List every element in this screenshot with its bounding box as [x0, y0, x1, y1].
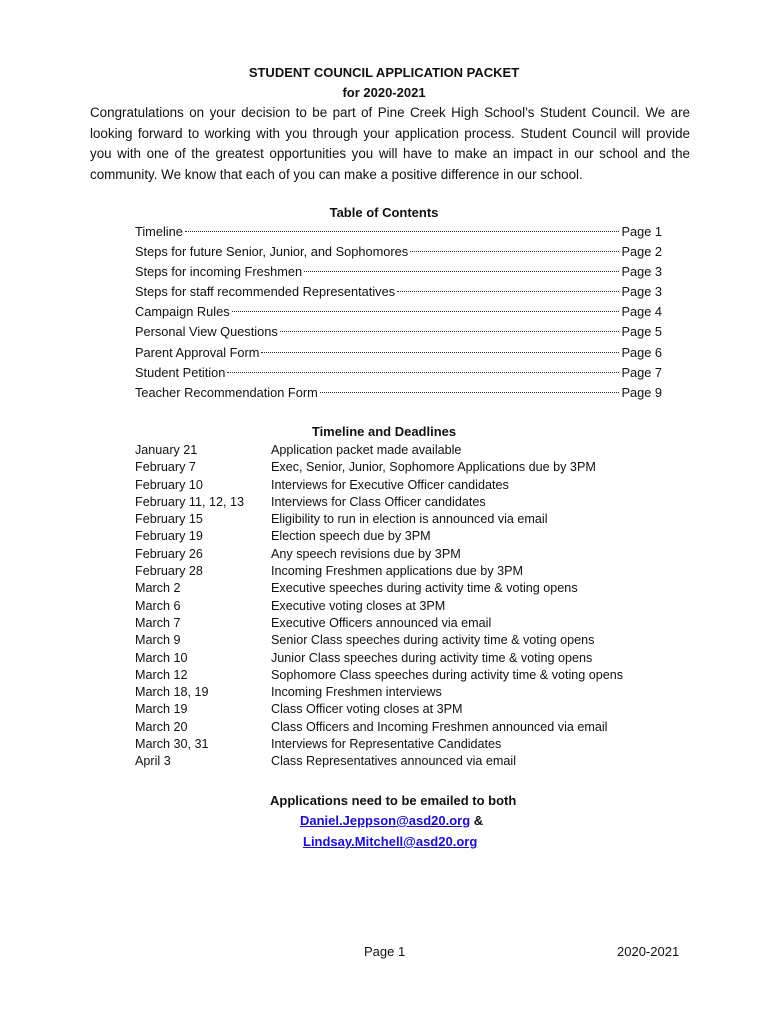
- timeline-event: Election speech due by 3PM: [271, 529, 431, 544]
- timeline-event: Class Officers and Incoming Freshmen announced via email: [271, 719, 608, 734]
- timeline-date: March 10: [135, 650, 188, 665]
- timeline-event: Incoming Freshmen interviews: [271, 685, 442, 700]
- timeline-event: Class Representatives announced via email: [271, 754, 517, 769]
- timeline-event: Executive voting closes at 3PM: [271, 598, 446, 613]
- toc-entry: [135, 242, 662, 262]
- email-line-first: [300, 812, 483, 830]
- toc-heading: Table of Contents: [329, 205, 439, 220]
- timeline-date: February 11, 12, 13: [135, 494, 244, 509]
- timeline-event: Interviews for Class Officer candidates: [271, 494, 486, 509]
- timeline-event: Interviews for Executive Officer candidates: [271, 477, 509, 492]
- toc-leader-dots: [185, 231, 620, 232]
- timeline-event: Application packet made available: [271, 443, 462, 457]
- toc-entry-page: Page 4: [621, 304, 662, 320]
- toc-entry-label: Campaign Rules: [135, 304, 230, 320]
- toc-entry-page: Page 5: [621, 324, 662, 340]
- toc-leader-dots: [410, 251, 619, 252]
- timeline-row: [135, 684, 655, 701]
- timeline-row: [135, 615, 655, 632]
- timeline-heading: Timeline and Deadlines: [311, 424, 457, 439]
- timeline-row: [135, 477, 655, 494]
- toc-leader-dots: [227, 372, 619, 373]
- timeline-row: [135, 701, 655, 718]
- timeline-date: March 2: [135, 581, 181, 596]
- timeline-date: January 21: [135, 443, 198, 457]
- toc-entry-label: Parent Approval Form: [135, 344, 260, 360]
- intro-paragraph: Congratulations on your decision to be part of Pine Creek High School’s Student Council. We are looking forward to working with you through your application process. Student Council will provide you with one of the greatest opportunities you will have to make an impact in our school and the community. We know that each of you can make a positive difference in our school.: [90, 105, 690, 182]
- toc-entry: [135, 383, 662, 403]
- packet-title: STUDENT COUNCIL APPLICATION PACKET: [248, 65, 520, 80]
- ampersand-text: &: [470, 813, 484, 828]
- footer-page-number: Page 1: [364, 944, 406, 959]
- timeline-row: [135, 598, 655, 615]
- timeline-row: [135, 459, 655, 476]
- timeline-date: March 30, 31: [135, 737, 209, 752]
- toc-leader-dots: [304, 271, 619, 272]
- timeline-date: February 7: [135, 460, 196, 475]
- toc-leader-dots: [397, 291, 619, 292]
- timeline-row: [135, 719, 655, 736]
- timeline-event: Any speech revisions due by 3PM: [271, 546, 461, 561]
- timeline-date: March 7: [135, 615, 181, 630]
- toc-entry: [135, 262, 662, 282]
- toc-entry-page: Page 7: [621, 364, 662, 380]
- toc-entry-page: Page 3: [621, 284, 662, 300]
- timeline-row: [135, 511, 655, 528]
- toc-entry: [135, 302, 662, 322]
- toc-leader-dots: [261, 352, 619, 353]
- timeline-row: [135, 667, 655, 684]
- timeline-event: Sophomore Class speeches during activity time & voting opens: [271, 667, 624, 682]
- toc-entry-page: Page 2: [621, 244, 662, 260]
- timeline-event: Incoming Freshmen applications due by 3PM: [271, 564, 524, 579]
- toc-entry-page: Page 3: [621, 264, 662, 280]
- timeline-row: [135, 632, 655, 649]
- timeline-row: [135, 650, 655, 667]
- toc-entry-label: Steps for incoming Freshmen: [135, 264, 303, 280]
- email-link-jeppson[interactable]: Daniel.Jeppson@asd20.org: [300, 813, 471, 828]
- toc-entry-label: Personal View Questions: [135, 324, 278, 340]
- timeline-row: [135, 563, 655, 580]
- timeline-date: February 26: [135, 546, 203, 561]
- timeline-row: [135, 736, 655, 753]
- toc-entry-page: Page 6: [621, 344, 662, 360]
- timeline-row: [135, 546, 655, 563]
- table-of-contents: [135, 222, 662, 403]
- timeline-event: Exec, Senior, Junior, Sophomore Applications due by 3PM: [271, 460, 596, 475]
- timeline-date: March 12: [135, 667, 188, 682]
- toc-entry-page: Page 9: [621, 384, 662, 400]
- applications-note: Applications need to be emailed to both: [270, 793, 517, 808]
- toc-entry-label: Student Petition: [135, 364, 226, 380]
- timeline-date: March 18, 19: [135, 685, 209, 700]
- timeline-event: Interviews for Representative Candidates: [271, 737, 502, 752]
- email-line-second: [303, 833, 477, 851]
- toc-leader-dots: [320, 392, 620, 393]
- timeline-row: [135, 442, 655, 459]
- timeline-event: Executive Officers announced via email: [271, 615, 492, 630]
- toc-entry-page: Page 1: [621, 224, 662, 239]
- timeline-date: March 9: [135, 633, 181, 648]
- email-link-mitchell[interactable]: Lindsay.Mitchell@asd20.org: [303, 834, 478, 849]
- timeline-event: Eligibility to run in election is announced via email: [271, 512, 548, 527]
- toc-entry-label: Timeline: [135, 224, 183, 239]
- toc-leader-dots: [280, 331, 620, 332]
- timeline-event: Executive speeches during activity time & voting opens: [271, 581, 578, 596]
- timeline-event: Senior Class speeches during activity time & voting opens: [271, 633, 595, 648]
- toc-entry-label: Teacher Recommendation Form: [135, 384, 318, 400]
- timeline-date: March 6: [135, 598, 181, 613]
- toc-entry: [135, 363, 662, 383]
- timeline-event: Class Officer voting closes at 3PM: [271, 702, 463, 717]
- timeline-date: April 3: [135, 754, 171, 769]
- toc-entry-label: Steps for staff recommended Representatives: [135, 284, 396, 300]
- timeline-event: Junior Class speeches during activity time & voting opens: [271, 650, 593, 665]
- toc-entry: [135, 282, 662, 302]
- toc-entry-label: Steps for future Senior, Junior, and Sophomores: [135, 244, 409, 260]
- timeline-date: February 19: [135, 529, 203, 544]
- toc-leader-dots: [232, 311, 620, 312]
- toc-entry: [135, 222, 662, 242]
- packet-year-subtitle: for 2020-2021: [342, 85, 426, 100]
- timeline-date: March 19: [135, 702, 188, 717]
- footer-year: 2020-2021: [617, 944, 680, 959]
- timeline-row: [135, 753, 655, 770]
- timeline-row: [135, 580, 655, 597]
- timeline-date: February 15: [135, 512, 203, 527]
- timeline-row: [135, 528, 655, 545]
- toc-entry: [135, 322, 662, 342]
- timeline-date: March 20: [135, 719, 188, 734]
- timeline-date: February 10: [135, 477, 203, 492]
- timeline-date: February 28: [135, 564, 203, 579]
- timeline-row: [135, 494, 655, 511]
- timeline-list: [135, 442, 655, 771]
- toc-entry: [135, 343, 662, 363]
